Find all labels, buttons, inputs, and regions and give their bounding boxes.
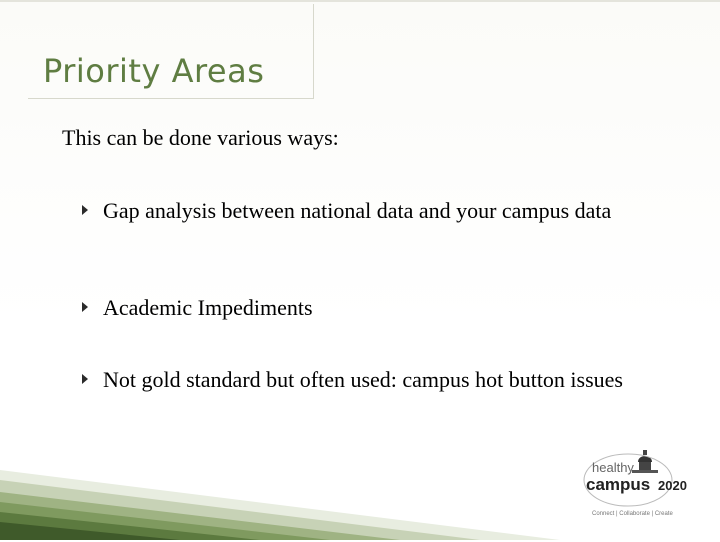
arrow-bullet-icon [82,205,88,215]
logo-year: 2020 [658,478,687,493]
healthy-campus-logo [580,448,700,518]
logo-tagline: Connect | Collaborate | Create [592,511,673,517]
arrow-bullet-icon [82,302,88,312]
bullet-text: Academic Impediments [103,295,313,320]
intro-text: This can be done various ways: [62,125,339,150]
slide-title: Priority Areas [43,52,265,90]
bullet-text: Gap analysis between national data and your campus data [103,198,612,223]
footer-stripes [0,450,560,540]
logo-word-healthy: healthy [592,460,634,475]
logo-emblem-icon [632,450,658,473]
arrow-bullet-icon [82,374,88,384]
bullet-text: Not gold standard but often used: campus hot button issues [103,367,623,392]
logo-word-campus: campus [586,475,651,494]
